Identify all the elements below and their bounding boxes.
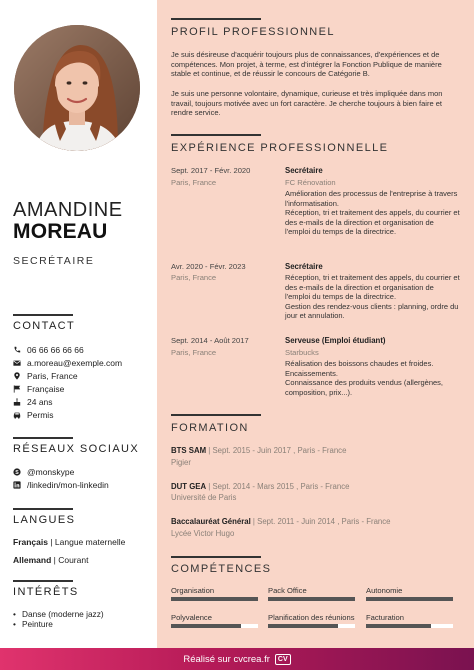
language-name: Français bbox=[13, 537, 48, 547]
footer-text[interactable]: Réalisé sur cvcrea.fr bbox=[183, 653, 270, 665]
language-level: Courant bbox=[58, 555, 89, 565]
education-separator: , bbox=[296, 482, 301, 491]
summary-divider bbox=[171, 18, 261, 20]
education-separator: , bbox=[337, 517, 342, 526]
experience-description-line: Réalisation des boissons chaudes et froides. Encaissements. Connaissance des produits vendus (allergènes, composition, prix...). bbox=[285, 359, 444, 397]
education-place: Paris - France bbox=[341, 517, 391, 526]
car-icon bbox=[13, 411, 21, 419]
mail-icon bbox=[13, 359, 21, 367]
contact-location-text: Paris, France bbox=[27, 371, 78, 381]
social-skype-text[interactable]: @monskype bbox=[27, 467, 75, 477]
skill-level-fill bbox=[268, 624, 338, 628]
profile-photo bbox=[14, 25, 140, 151]
education-school: Université de Paris bbox=[171, 493, 237, 502]
skills-heading: COMPÉTENCES bbox=[171, 563, 272, 575]
skype-icon bbox=[13, 468, 21, 476]
last-name: MOREAU bbox=[13, 220, 108, 243]
skill-label: Polyvalence bbox=[171, 613, 212, 622]
experience-place: Paris, France bbox=[171, 348, 217, 357]
experience-title: Serveuse (Emploi étudiant) bbox=[285, 336, 386, 345]
contact-nationality bbox=[13, 384, 64, 394]
experience-dates: Avr. 2020 - Févr. 2023 bbox=[171, 262, 246, 271]
language-separator: | bbox=[50, 537, 55, 547]
experience-title: Secrétaire bbox=[285, 166, 323, 175]
skill-label: Planification des réunions bbox=[268, 613, 355, 622]
education-school: Lycée Victor Hugo bbox=[171, 529, 235, 538]
languages-heading: LANGUES bbox=[13, 514, 76, 526]
education-school: Pigier bbox=[171, 458, 191, 467]
interest-item: • Danse (moderne jazz) bbox=[22, 609, 104, 619]
experience-description bbox=[285, 273, 460, 321]
education-item bbox=[171, 517, 391, 526]
skill-label: Facturation bbox=[366, 613, 404, 622]
experience-dates: Sept. 2017 - Févr. 2020 bbox=[171, 166, 251, 175]
skill-level-fill bbox=[366, 597, 453, 601]
contact-age-text: 24 ans bbox=[27, 397, 53, 407]
language-item bbox=[13, 537, 125, 547]
flag-icon bbox=[13, 385, 21, 393]
education-dates: Sept. 2011 - Juin 2014 bbox=[257, 517, 336, 526]
cv-logo-icon: CV bbox=[275, 654, 291, 665]
interests-heading: INTÉRÊTS bbox=[13, 586, 79, 598]
contact-email[interactable] bbox=[13, 358, 122, 368]
skill-level-fill bbox=[171, 597, 258, 601]
skills-divider bbox=[171, 556, 261, 558]
experience-description-line: Amélioration des processus de l'entreprise à travers l'informatisation. Réception, tri et traitement des appels, du courrier et des e-mails de la direction et organisation de l'emploi du temps de la directrice. bbox=[285, 189, 460, 237]
skill-level-fill bbox=[268, 597, 355, 601]
phone-icon bbox=[13, 346, 21, 354]
contact-age bbox=[13, 397, 53, 407]
education-item bbox=[171, 446, 346, 455]
language-name: Allemand bbox=[13, 555, 52, 565]
first-name: AMANDINE bbox=[13, 199, 123, 221]
education-separator: | bbox=[252, 517, 258, 526]
contact-email-text[interactable]: a.moreau@exemple.com bbox=[27, 358, 123, 368]
contact-location bbox=[13, 371, 78, 381]
left-column bbox=[0, 0, 157, 648]
social-skype[interactable] bbox=[13, 467, 74, 477]
contact-license bbox=[13, 410, 53, 420]
education-place: Paris - France bbox=[297, 446, 347, 455]
contact-phone-text: 06 66 66 66 66 bbox=[27, 345, 84, 355]
skill-label: Organisation bbox=[171, 586, 215, 595]
summary-paragraph-1: Je suis désireuse d'acquérir toujours plus de connaissances, d'expériences et de compétences. Mon projet, à terme, est d'intégrer la Fonction Publique de manière stable et continue, et de réussir le concours de Catégorie B. bbox=[171, 50, 442, 79]
contact-heading: CONTACT bbox=[13, 320, 76, 332]
summary-heading: PROFIL PROFESSIONNEL bbox=[171, 26, 335, 38]
experience-title: Secrétaire bbox=[285, 262, 323, 271]
education-separator: , bbox=[293, 446, 298, 455]
summary-paragraph-2: Je suis une personne volontaire, dynamique, curieuse et très impliquée dans mon travail, toujours motivée avec un fort caractère. Je cherche toujours à bien faire et rendre service. bbox=[171, 89, 443, 118]
skill-level-bar bbox=[366, 624, 453, 628]
footer-banner[interactable] bbox=[0, 648, 474, 670]
experience-description bbox=[285, 189, 460, 237]
contact-phone bbox=[13, 345, 84, 355]
location-pin-icon bbox=[13, 372, 21, 380]
languages-divider bbox=[13, 508, 73, 510]
social-heading: RÉSEAUX SOCIAUX bbox=[13, 443, 140, 455]
experience-place: Paris, France bbox=[171, 273, 217, 282]
language-item bbox=[13, 555, 88, 565]
social-linkedin-text[interactable]: /linkedin/mon-linkedin bbox=[27, 480, 109, 490]
contact-license-text: Permis bbox=[27, 410, 54, 420]
education-degree: DUT GEA bbox=[171, 482, 207, 491]
experience-company: FC Rénovation bbox=[285, 178, 336, 187]
education-item bbox=[171, 482, 349, 491]
education-divider bbox=[171, 414, 261, 416]
svg-text:S: S bbox=[15, 469, 19, 476]
education-heading: FORMATION bbox=[171, 422, 249, 434]
education-separator: | bbox=[208, 482, 213, 491]
skill-label: Autonomie bbox=[366, 586, 403, 595]
skill-level-bar bbox=[268, 624, 355, 628]
language-separator: | bbox=[53, 555, 59, 565]
skill-level-bar bbox=[366, 597, 453, 601]
education-degree: BTS SAM bbox=[171, 446, 207, 455]
education-degree: Baccalauréat Général bbox=[171, 517, 251, 526]
skill-level-bar bbox=[268, 597, 355, 601]
education-dates: Sept. 2014 - Mars 2015 bbox=[212, 482, 294, 491]
cake-icon bbox=[13, 398, 21, 406]
education-place: Paris - France bbox=[300, 482, 350, 491]
experience-divider bbox=[171, 134, 261, 136]
experience-heading: EXPÉRIENCE PROFESSIONNELLE bbox=[171, 142, 389, 154]
language-level: Langue maternelle bbox=[54, 537, 126, 547]
education-separator: | bbox=[208, 446, 213, 455]
experience-description-line: Réception, tri et traitement des appels, du courrier et des e-mails de la direction et organisation de l'emploi du temps de la directrice. Gestion des rendez-vous clients : planning, ordre du jour et annulation. bbox=[285, 273, 460, 321]
skill-level-fill bbox=[171, 624, 241, 628]
social-divider bbox=[13, 437, 73, 439]
education-dates: Sept. 2015 - Juin 2017 bbox=[212, 446, 291, 455]
job-title: SECRÉTAIRE bbox=[13, 255, 95, 267]
linkedin-icon bbox=[13, 481, 21, 489]
skill-label: Pack Office bbox=[268, 586, 307, 595]
experience-company: Starbucks bbox=[285, 348, 319, 357]
skill-level-bar bbox=[171, 597, 258, 601]
social-linkedin[interactable] bbox=[13, 480, 109, 490]
skill-level-fill bbox=[366, 624, 431, 628]
contact-divider bbox=[13, 314, 73, 316]
interest-item: • Peinture bbox=[22, 619, 53, 629]
interests-divider bbox=[13, 580, 73, 582]
contact-nationality-text: Française bbox=[27, 384, 65, 394]
skill-level-bar bbox=[171, 624, 258, 628]
experience-place: Paris, France bbox=[171, 178, 217, 187]
experience-dates: Sept. 2014 - Août 2017 bbox=[171, 336, 249, 345]
experience-description bbox=[285, 359, 460, 397]
